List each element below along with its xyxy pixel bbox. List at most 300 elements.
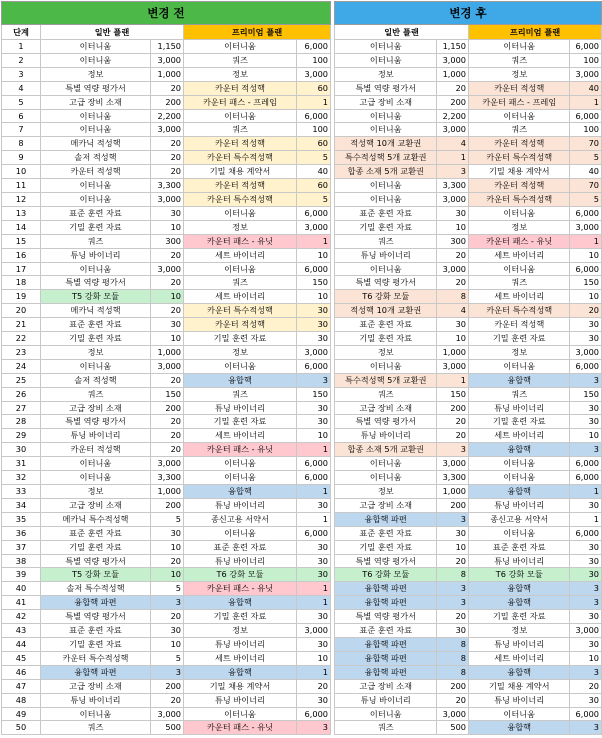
normal-item: 기밀 훈련 자료 — [41, 332, 151, 346]
premium-item: 카운터 적성핵 — [184, 318, 297, 332]
premium-item: 융합핵 — [469, 582, 570, 596]
table-row — [2, 276, 331, 290]
normal-quantity: 3,300 — [151, 471, 184, 485]
normal-quantity: 300 — [437, 234, 469, 248]
table-row — [335, 679, 602, 693]
premium-item: 이터니움 — [469, 109, 570, 123]
premium-quantity: 100 — [297, 123, 331, 137]
table-row — [2, 67, 331, 81]
premium-item: 융합핵 — [469, 485, 570, 499]
normal-quantity: 1,000 — [437, 67, 469, 81]
table-row — [335, 693, 602, 707]
table-row — [335, 109, 602, 123]
table-row — [335, 721, 602, 735]
normal-item: 표준 훈련 자료 — [335, 624, 437, 638]
table-row — [2, 332, 331, 346]
normal-item: 정보 — [335, 345, 437, 359]
normal-item: 쿼즈 — [41, 721, 151, 735]
premium-item: 융합핵 — [184, 665, 297, 679]
normal-quantity: 10 — [151, 220, 184, 234]
normal-quantity: 3,000 — [437, 262, 469, 276]
step-number: 19 — [2, 290, 41, 304]
normal-quantity: 10 — [151, 568, 184, 582]
premium-quantity: 3,000 — [297, 67, 331, 81]
premium-quantity: 1 — [297, 443, 331, 457]
normal-quantity: 3,300 — [437, 179, 469, 193]
normal-item: 정보 — [41, 345, 151, 359]
table-row — [2, 693, 331, 707]
premium-quantity: 6,000 — [570, 109, 602, 123]
premium-quantity: 150 — [570, 387, 602, 401]
premium-item: 이터니움 — [184, 109, 297, 123]
premium-item: 쿼즈 — [469, 123, 570, 137]
premium-quantity: 30 — [297, 304, 331, 318]
step-number: 18 — [2, 276, 41, 290]
table-row — [335, 151, 602, 165]
premium-item: 융합핵 — [469, 721, 570, 735]
normal-item: 특수적성핵 5개 교환권 — [335, 373, 437, 387]
table-row — [335, 637, 602, 651]
normal-item: 튜닝 바이너리 — [41, 248, 151, 262]
table-row — [335, 387, 602, 401]
table-row — [2, 471, 331, 485]
premium-quantity: 3,000 — [570, 220, 602, 234]
normal-item: 기밀 훈련 자료 — [335, 540, 437, 554]
premium-plan-header: 프리미엄 플랜 — [184, 25, 331, 40]
step-number: 42 — [2, 610, 41, 624]
table-row — [2, 304, 331, 318]
premium-quantity: 6,000 — [297, 457, 331, 471]
normal-quantity: 2,200 — [437, 109, 469, 123]
premium-item: 융합핵 — [184, 373, 297, 387]
table-row — [2, 526, 331, 540]
table-row — [2, 262, 331, 276]
premium-quantity: 10 — [297, 290, 331, 304]
step-number: 23 — [2, 345, 41, 359]
normal-item: 융합핵 파편 — [335, 582, 437, 596]
premium-item: 정보 — [184, 220, 297, 234]
table-row — [2, 651, 331, 665]
normal-item: 이터니움 — [335, 53, 437, 67]
premium-quantity: 30 — [297, 415, 331, 429]
premium-quantity: 30 — [570, 540, 602, 554]
premium-item: 기밀 채용 계약서 — [184, 165, 297, 179]
normal-quantity: 200 — [437, 679, 469, 693]
premium-quantity: 6,000 — [297, 40, 331, 54]
step-number: 44 — [2, 637, 41, 651]
table-row — [2, 401, 331, 415]
table-row — [2, 137, 331, 151]
table-row — [335, 262, 602, 276]
premium-item: 튜닝 바이너리 — [184, 498, 297, 512]
step-number: 21 — [2, 318, 41, 332]
normal-quantity: 30 — [151, 624, 184, 638]
normal-quantity: 20 — [151, 693, 184, 707]
premium-item: 튜닝 바이너리 — [184, 401, 297, 415]
normal-item: T5 강화 모듈 — [41, 290, 151, 304]
premium-item: 카운터 특수적성핵 — [469, 192, 570, 206]
normal-quantity: 5 — [151, 651, 184, 665]
table-row — [335, 95, 602, 109]
table-row — [335, 554, 602, 568]
table-row — [335, 359, 602, 373]
premium-item: 튜닝 바이너리 — [184, 554, 297, 568]
normal-quantity: 3 — [437, 596, 469, 610]
premium-item: 세트 바이너리 — [184, 651, 297, 665]
table-row — [2, 512, 331, 526]
normal-item: 튜닝 바이너리 — [335, 693, 437, 707]
premium-quantity: 3,000 — [570, 345, 602, 359]
normal-item: 특별 역량 평가서 — [335, 415, 437, 429]
normal-quantity: 500 — [437, 721, 469, 735]
normal-quantity: 10 — [151, 332, 184, 346]
premium-quantity: 3 — [570, 582, 602, 596]
premium-item: 융합핵 — [469, 596, 570, 610]
normal-item: T6 강화 모듈 — [335, 568, 437, 582]
step-number: 43 — [2, 624, 41, 638]
normal-item: 표준 훈련 자료 — [335, 206, 437, 220]
table-row — [335, 429, 602, 443]
normal-quantity: 20 — [151, 304, 184, 318]
premium-item: 카운터 특수적성핵 — [184, 192, 297, 206]
normal-item: 표준 훈련 자료 — [41, 206, 151, 220]
table-row — [335, 290, 602, 304]
step-number: 5 — [2, 95, 41, 109]
normal-item: 융합핵 파편 — [41, 596, 151, 610]
premium-quantity: 3 — [570, 721, 602, 735]
normal-item: 이터니움 — [335, 471, 437, 485]
normal-quantity: 1,000 — [437, 485, 469, 499]
premium-item: 융합핵 — [469, 443, 570, 457]
normal-item: 합종 소재 5개 교환권 — [335, 165, 437, 179]
normal-item: 이터니움 — [41, 262, 151, 276]
normal-quantity: 20 — [437, 554, 469, 568]
table-row — [335, 471, 602, 485]
normal-item: 특별 역량 평가서 — [335, 610, 437, 624]
normal-quantity: 3,000 — [151, 262, 184, 276]
premium-item: 카운터 특수적성핵 — [469, 151, 570, 165]
premium-quantity: 5 — [570, 192, 602, 206]
table-row — [2, 457, 331, 471]
normal-quantity: 4 — [437, 137, 469, 151]
premium-item: 이터니움 — [184, 457, 297, 471]
normal-quantity: 3,000 — [151, 457, 184, 471]
premium-quantity: 30 — [297, 540, 331, 554]
table-row — [2, 498, 331, 512]
premium-item: 세트 바이너리 — [184, 429, 297, 443]
normal-item: 기밀 훈련 자료 — [41, 540, 151, 554]
normal-quantity: 20 — [151, 610, 184, 624]
premium-item: 정보 — [469, 345, 570, 359]
table-row — [2, 95, 331, 109]
normal-item: 이터니움 — [41, 53, 151, 67]
premium-item: 이터니움 — [184, 40, 297, 54]
table-row — [2, 345, 331, 359]
normal-quantity: 3,000 — [151, 359, 184, 373]
table-row — [2, 624, 331, 638]
premium-quantity: 40 — [297, 165, 331, 179]
premium-item: 융합핵 — [184, 596, 297, 610]
normal-item: 특별 역량 평가서 — [41, 276, 151, 290]
step-number: 45 — [2, 651, 41, 665]
normal-quantity: 30 — [437, 526, 469, 540]
premium-item: 이터니움 — [469, 359, 570, 373]
table-row — [2, 429, 331, 443]
step-number: 24 — [2, 359, 41, 373]
premium-quantity: 1 — [297, 485, 331, 499]
premium-item: 정보 — [469, 67, 570, 81]
premium-quantity: 3,000 — [297, 624, 331, 638]
premium-quantity: 60 — [297, 137, 331, 151]
premium-item: 융합핵 — [469, 665, 570, 679]
premium-item: 이터니움 — [184, 526, 297, 540]
step-number: 9 — [2, 151, 41, 165]
premium-quantity: 30 — [570, 498, 602, 512]
premium-quantity: 30 — [570, 401, 602, 415]
step-number: 4 — [2, 81, 41, 95]
normal-item: 표준 훈련 자료 — [41, 526, 151, 540]
premium-quantity: 10 — [570, 248, 602, 262]
table-row — [2, 359, 331, 373]
premium-item: 쿼즈 — [184, 276, 297, 290]
table-row — [2, 443, 331, 457]
normal-item: 이터니움 — [41, 707, 151, 721]
normal-item: 이터니움 — [335, 40, 437, 54]
normal-item: 쿼즈 — [41, 234, 151, 248]
normal-item: 쿼즈 — [335, 387, 437, 401]
normal-item: 솔저 적성핵 — [41, 373, 151, 387]
normal-item: 이터니움 — [335, 192, 437, 206]
step-number: 33 — [2, 485, 41, 499]
step-number: 15 — [2, 234, 41, 248]
normal-item: 이터니움 — [335, 707, 437, 721]
normal-quantity: 30 — [151, 318, 184, 332]
premium-item: 세트 바이너리 — [469, 651, 570, 665]
normal-item: 메카닉 특수적성핵 — [41, 512, 151, 526]
step-number: 17 — [2, 262, 41, 276]
step-number: 30 — [2, 443, 41, 457]
premium-item: 카운터 특수적성핵 — [184, 304, 297, 318]
premium-quantity: 6,000 — [297, 359, 331, 373]
premium-quantity: 5 — [297, 151, 331, 165]
normal-item: 특수적성핵 5개 교환권 — [335, 151, 437, 165]
normal-quantity: 3,300 — [437, 471, 469, 485]
table-row — [335, 707, 602, 721]
premium-quantity: 6,000 — [570, 262, 602, 276]
premium-item: 이터니움 — [184, 471, 297, 485]
normal-quantity: 20 — [437, 429, 469, 443]
normal-quantity: 200 — [151, 95, 184, 109]
normal-quantity: 3,000 — [437, 192, 469, 206]
premium-item: 이터니움 — [469, 206, 570, 220]
table-row — [2, 373, 331, 387]
normal-item: 고급 장비 소재 — [41, 401, 151, 415]
table-row — [335, 498, 602, 512]
normal-plan-header: 일반 플랜 — [335, 25, 469, 40]
premium-quantity: 1 — [297, 95, 331, 109]
table-row — [335, 485, 602, 499]
premium-item: 기밀 채용 계약서 — [184, 679, 297, 693]
table-row — [335, 304, 602, 318]
premium-item: 이터니움 — [469, 526, 570, 540]
premium-item: 튜닝 바이너리 — [184, 637, 297, 651]
premium-quantity: 30 — [570, 554, 602, 568]
table-row — [2, 415, 331, 429]
normal-item: 튜닝 바이너리 — [335, 429, 437, 443]
premium-item: 카운터 패스 - 프레임 — [469, 95, 570, 109]
premium-quantity: 6,000 — [570, 206, 602, 220]
normal-item: 쿼즈 — [335, 721, 437, 735]
normal-quantity: 20 — [151, 554, 184, 568]
table-row — [2, 387, 331, 401]
premium-quantity: 10 — [570, 429, 602, 443]
table-row — [2, 721, 331, 735]
table-row — [335, 276, 602, 290]
normal-quantity: 3,000 — [151, 123, 184, 137]
normal-quantity: 200 — [151, 401, 184, 415]
normal-item: 고급 장비 소재 — [335, 679, 437, 693]
premium-item: 세트 바이너리 — [469, 248, 570, 262]
normal-quantity: 20 — [151, 429, 184, 443]
normal-item: 표준 훈련 자료 — [41, 624, 151, 638]
premium-quantity: 3,000 — [570, 624, 602, 638]
premium-quantity: 1 — [297, 582, 331, 596]
premium-quantity: 30 — [570, 610, 602, 624]
premium-quantity: 150 — [297, 387, 331, 401]
premium-quantity: 60 — [297, 179, 331, 193]
normal-item: 특별 역량 평가서 — [41, 610, 151, 624]
premium-item: 카운터 패스 - 유닛 — [184, 234, 297, 248]
normal-item: 이터니움 — [41, 457, 151, 471]
premium-item: 세트 바이너리 — [469, 429, 570, 443]
step-number: 28 — [2, 415, 41, 429]
premium-item: 기밀 훈련 자료 — [469, 610, 570, 624]
table-row — [2, 248, 331, 262]
normal-quantity: 3,000 — [437, 457, 469, 471]
normal-quantity: 10 — [151, 637, 184, 651]
normal-quantity: 10 — [437, 332, 469, 346]
normal-item: 표준 훈련 자료 — [335, 526, 437, 540]
premium-item: 카운터 적성핵 — [469, 81, 570, 95]
normal-item: 융합핵 파편 — [335, 596, 437, 610]
premium-quantity: 3,000 — [297, 345, 331, 359]
premium-item: 카운터 적성핵 — [184, 179, 297, 193]
normal-item: 적성핵 10개 교환권 — [335, 304, 437, 318]
premium-item: 표준 훈련 자료 — [184, 540, 297, 554]
normal-item: 고급 장비 소재 — [41, 498, 151, 512]
normal-item: 고급 장비 소재 — [41, 95, 151, 109]
premium-item: 정보 — [184, 345, 297, 359]
step-number: 27 — [2, 401, 41, 415]
table-row — [335, 81, 602, 95]
premium-quantity: 5 — [570, 151, 602, 165]
normal-item: 특별 역량 평가서 — [335, 276, 437, 290]
premium-item: 카운터 패스 - 유닛 — [184, 721, 297, 735]
premium-quantity: 1 — [297, 512, 331, 526]
step-number: 10 — [2, 165, 41, 179]
normal-quantity: 3 — [151, 596, 184, 610]
normal-quantity: 3,000 — [437, 123, 469, 137]
premium-item: 이터니움 — [184, 707, 297, 721]
premium-quantity: 30 — [297, 401, 331, 415]
step-number: 40 — [2, 582, 41, 596]
premium-quantity: 30 — [570, 332, 602, 346]
premium-quantity: 10 — [297, 429, 331, 443]
premium-item: 쿼즈 — [469, 387, 570, 401]
normal-item: 메카닉 적성핵 — [41, 137, 151, 151]
normal-quantity: 200 — [151, 679, 184, 693]
step-number: 20 — [2, 304, 41, 318]
normal-quantity: 20 — [437, 276, 469, 290]
premium-quantity: 6,000 — [570, 359, 602, 373]
premium-quantity: 20 — [570, 679, 602, 693]
table-row — [2, 179, 331, 193]
premium-quantity: 3 — [570, 665, 602, 679]
premium-quantity: 100 — [570, 53, 602, 67]
premium-quantity: 1 — [570, 512, 602, 526]
premium-quantity: 70 — [570, 179, 602, 193]
premium-item: 쿼즈 — [184, 387, 297, 401]
table-row — [335, 40, 602, 54]
premium-item: 기밀 훈련 자료 — [184, 415, 297, 429]
step-number: 50 — [2, 721, 41, 735]
normal-item: T5 강화 모듈 — [41, 568, 151, 582]
normal-item: 이터니움 — [41, 471, 151, 485]
step-number: 48 — [2, 693, 41, 707]
premium-quantity: 1 — [297, 234, 331, 248]
table-row — [335, 53, 602, 67]
table-row — [335, 540, 602, 554]
normal-item: T6 강화 모듈 — [335, 290, 437, 304]
premium-item: 카운터 적성핵 — [469, 137, 570, 151]
normal-item: 표준 훈련 자료 — [335, 318, 437, 332]
normal-item: 기밀 훈련 자료 — [335, 220, 437, 234]
premium-item: 카운터 패스 - 유닛 — [184, 582, 297, 596]
premium-quantity: 6,000 — [297, 707, 331, 721]
step-number: 41 — [2, 596, 41, 610]
premium-quantity: 30 — [297, 554, 331, 568]
premium-quantity: 30 — [297, 610, 331, 624]
table-row — [335, 512, 602, 526]
premium-item: 카운터 적성핵 — [184, 137, 297, 151]
premium-item: 쿼즈 — [184, 123, 297, 137]
normal-quantity: 1,150 — [437, 40, 469, 54]
normal-quantity: 20 — [437, 81, 469, 95]
normal-quantity: 2,200 — [151, 109, 184, 123]
normal-quantity: 10 — [151, 290, 184, 304]
premium-item: 카운터 적성핵 — [184, 81, 297, 95]
normal-item: 특별 역량 평가서 — [335, 81, 437, 95]
normal-quantity: 30 — [437, 624, 469, 638]
normal-quantity: 1 — [437, 373, 469, 387]
premium-item: 튜닝 바이너리 — [184, 693, 297, 707]
table-row — [335, 373, 602, 387]
step-number: 13 — [2, 206, 41, 220]
normal-item: 이터니움 — [335, 179, 437, 193]
normal-quantity: 3,000 — [151, 192, 184, 206]
normal-item: 정보 — [335, 485, 437, 499]
step-number: 39 — [2, 568, 41, 582]
table-row — [335, 526, 602, 540]
step-number: 47 — [2, 679, 41, 693]
after-table — [334, 1, 602, 735]
table-row — [2, 568, 331, 582]
normal-item: 정보 — [41, 67, 151, 81]
premium-quantity: 20 — [297, 679, 331, 693]
premium-quantity: 6,000 — [570, 457, 602, 471]
normal-item: 고급 장비 소재 — [335, 95, 437, 109]
normal-quantity: 30 — [437, 206, 469, 220]
